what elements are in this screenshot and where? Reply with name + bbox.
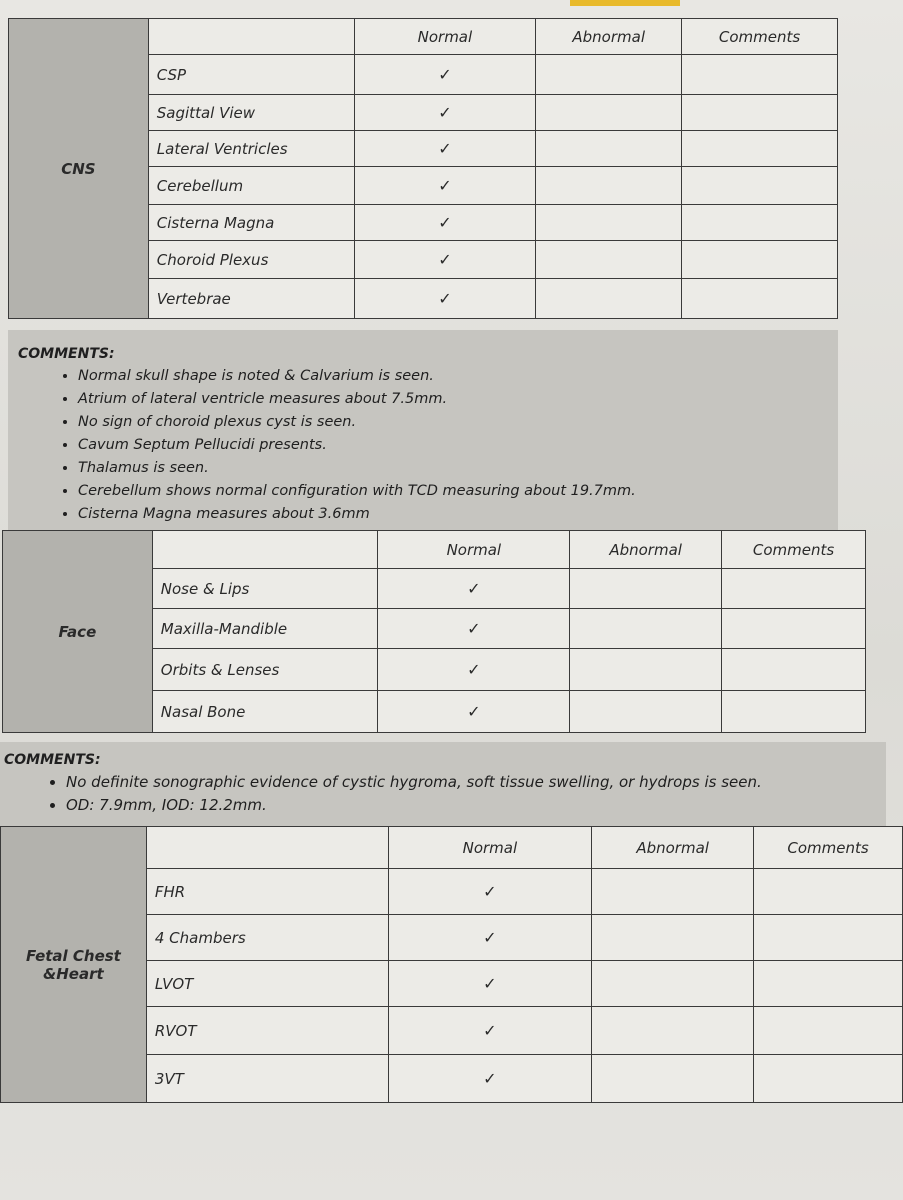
- chest-table: [0, 826, 903, 1103]
- normal-check: ✓: [354, 167, 536, 205]
- organ-label: 4 Chambers: [146, 915, 388, 961]
- list-item: • Thalamus is seen.: [78, 458, 828, 478]
- list-item: • OD: 7.9mm, IOD: 12.2mm.: [66, 795, 882, 815]
- list-item: • Normal skull shape is noted & Calvarium is seen.: [78, 366, 828, 386]
- abnormal-cell: [570, 691, 722, 733]
- organ-label: Choroid Plexus: [148, 241, 354, 279]
- comments-cell: [682, 241, 838, 279]
- organ-label: Orbits & Lenses: [152, 649, 378, 691]
- header-normal: Normal: [354, 19, 536, 55]
- face-table: [2, 530, 866, 733]
- yellow-tab-marker: [570, 0, 680, 6]
- normal-check: ✓: [388, 1055, 592, 1103]
- cns-header-row: [9, 19, 838, 55]
- list-item: • No sign of choroid plexus cyst is seen.: [78, 412, 828, 432]
- abnormal-cell: [536, 205, 682, 241]
- header-comments: Comments: [722, 531, 866, 569]
- comments-cell: [682, 205, 838, 241]
- abnormal-cell: [536, 131, 682, 167]
- comments-cell: [682, 55, 838, 95]
- normal-check: ✓: [354, 205, 536, 241]
- comments-cell: [682, 167, 838, 205]
- organ-label: RVOT: [146, 1007, 388, 1055]
- comments-cell: [754, 915, 903, 961]
- header-abnormal: Abnormal: [536, 19, 682, 55]
- header-abnormal: Abnormal: [570, 531, 722, 569]
- comments-cell: [722, 609, 866, 649]
- header-blank-cell: [146, 827, 388, 869]
- comments-cell: [722, 569, 866, 609]
- header-normal: Normal: [378, 531, 570, 569]
- abnormal-cell: [592, 915, 754, 961]
- face-comments-box: [0, 742, 886, 828]
- list-item: • Cisterna Magna measures about 3.6mm: [78, 504, 828, 524]
- normal-check: ✓: [378, 649, 570, 691]
- comments-cell: [754, 1055, 903, 1103]
- cns-table: [8, 18, 838, 319]
- abnormal-cell: [592, 961, 754, 1007]
- header-blank-cell: [152, 531, 378, 569]
- normal-check: ✓: [354, 55, 536, 95]
- abnormal-cell: [536, 279, 682, 319]
- comments-cell: [754, 961, 903, 1007]
- comments-cell: [754, 1007, 903, 1055]
- normal-check: ✓: [354, 241, 536, 279]
- normal-check: ✓: [388, 1007, 592, 1055]
- header-comments: Comments: [754, 827, 903, 869]
- chest-group-line2: &Heart: [43, 964, 104, 983]
- organ-label: Sagittal View: [148, 95, 354, 131]
- comments-cell: [722, 649, 866, 691]
- organ-label: Vertebrae: [148, 279, 354, 319]
- normal-check: ✓: [354, 95, 536, 131]
- organ-label: FHR: [146, 869, 388, 915]
- normal-check: ✓: [388, 961, 592, 1007]
- cns-comments-box: [8, 330, 838, 530]
- header-comments: Comments: [682, 19, 838, 55]
- header-normal: Normal: [388, 827, 592, 869]
- abnormal-cell: [592, 1055, 754, 1103]
- normal-check: ✓: [378, 569, 570, 609]
- chest-group-label: [1, 827, 147, 1103]
- comments-cell: [754, 869, 903, 915]
- comments-cell: [682, 131, 838, 167]
- organ-label: LVOT: [146, 961, 388, 1007]
- abnormal-cell: [536, 95, 682, 131]
- organ-label: Lateral Ventricles: [148, 131, 354, 167]
- list-item: • Atrium of lateral ventricle measures about 7.5mm.: [78, 389, 828, 409]
- chest-group-line1: Fetal Chest: [25, 946, 121, 965]
- comments-cell: [722, 691, 866, 733]
- list-item: • No definite sonographic evidence of cystic hygroma, soft tissue swelling, or hydrops is seen.: [66, 772, 882, 792]
- abnormal-cell: [536, 241, 682, 279]
- header-blank-cell: [148, 19, 354, 55]
- organ-label: 3VT: [146, 1055, 388, 1103]
- abnormal-cell: [536, 167, 682, 205]
- normal-check: ✓: [388, 869, 592, 915]
- abnormal-cell: [592, 1007, 754, 1055]
- organ-label: Cisterna Magna: [148, 205, 354, 241]
- abnormal-cell: [570, 649, 722, 691]
- face-comments-title: COMMENTS:: [4, 752, 101, 768]
- organ-label: Cerebellum: [148, 167, 354, 205]
- normal-check: ✓: [378, 609, 570, 649]
- organ-label: Nasal Bone: [152, 691, 378, 733]
- face-group-label: Face: [3, 531, 153, 733]
- normal-check: ✓: [378, 691, 570, 733]
- cns-comments-title: COMMENTS:: [18, 346, 115, 362]
- abnormal-cell: [570, 609, 722, 649]
- list-item: • Cavum Septum Pellucidi presents.: [78, 435, 828, 455]
- organ-label: Nose & Lips: [152, 569, 378, 609]
- face-comments-list: [4, 772, 882, 815]
- list-item: • Cerebellum shows normal configuration with TCD measuring about 19.7mm.: [78, 481, 828, 501]
- organ-label: CSP: [148, 55, 354, 95]
- normal-check: ✓: [354, 279, 536, 319]
- comments-cell: [682, 95, 838, 131]
- organ-label: Maxilla-Mandible: [152, 609, 378, 649]
- face-header-row: [3, 531, 866, 569]
- abnormal-cell: [536, 55, 682, 95]
- normal-check: ✓: [354, 131, 536, 167]
- cns-group-label: CNS: [9, 19, 149, 319]
- chest-header-row: [1, 827, 903, 869]
- normal-check: ✓: [388, 915, 592, 961]
- comments-cell: [682, 279, 838, 319]
- header-abnormal: Abnormal: [592, 827, 754, 869]
- abnormal-cell: [570, 569, 722, 609]
- abnormal-cell: [592, 869, 754, 915]
- cns-comments-list: [18, 366, 828, 524]
